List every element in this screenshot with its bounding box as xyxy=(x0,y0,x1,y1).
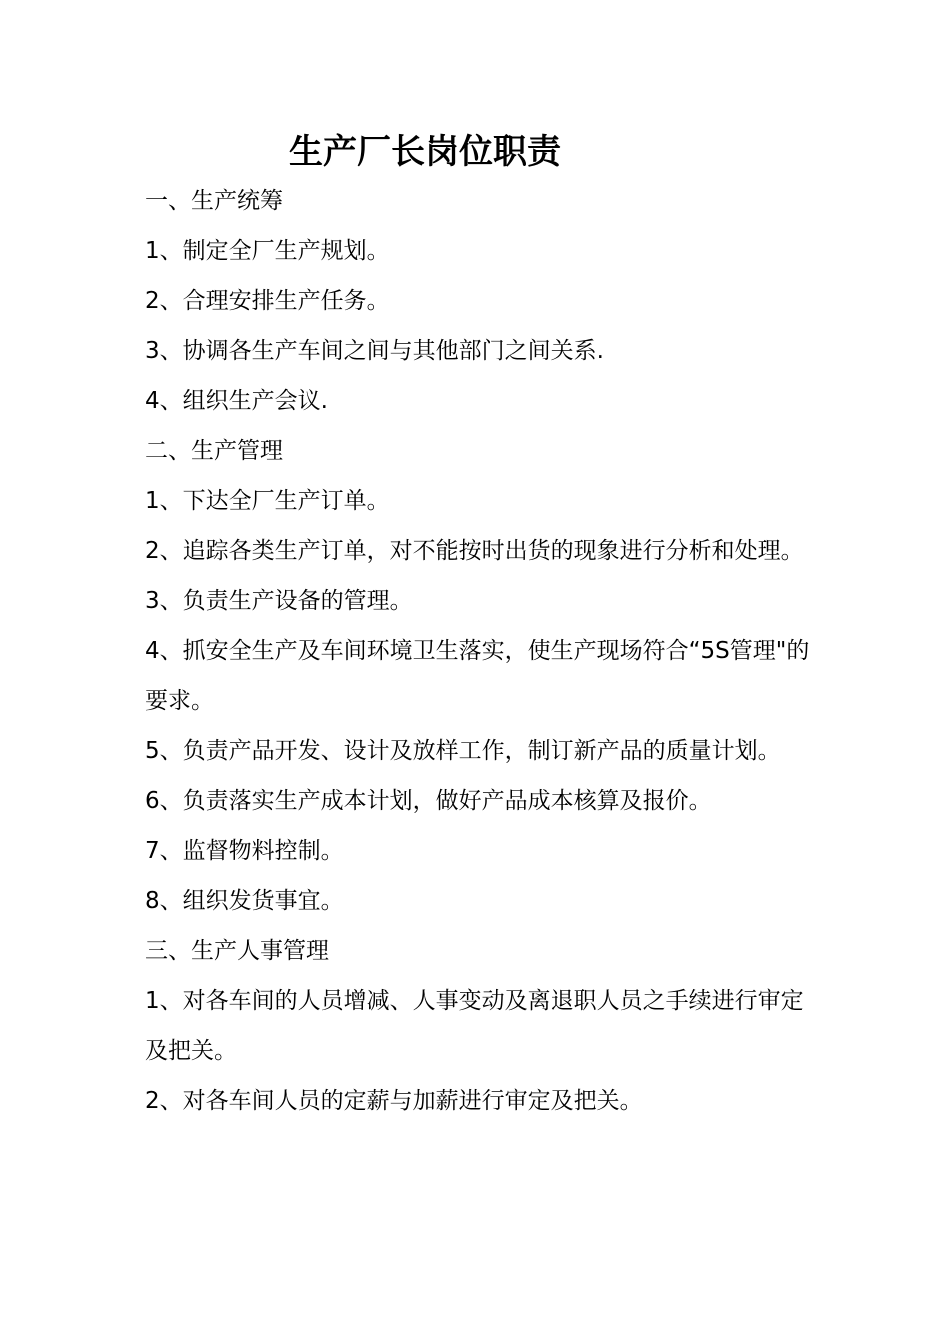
list-item: 8、组织发货事宜。 xyxy=(145,888,344,914)
section-heading-production-personnel: 三、生产人事管理 xyxy=(145,938,329,964)
list-item: 4、抓安全生产及车间环境卫生落实，使生产现场符合“5S管理"的要求。 xyxy=(145,638,810,714)
list-item: 1、对各车间的人员增减、人事变动及离退职人员之手续进行审定及把关。 xyxy=(145,988,804,1064)
list-item: 1、制定全厂生产规划。 xyxy=(145,238,390,264)
list-item: 4、组织生产会议. xyxy=(145,388,328,414)
section-heading-production-management: 二、生产管理 xyxy=(145,438,283,464)
page-title: 生产厂长岗位职责 xyxy=(289,132,561,172)
list-item: 6、负责落实生产成本计划，做好产品成本核算及报价。 xyxy=(145,788,712,814)
list-item: 2、对各车间人员的定薪与加薪进行审定及把关。 xyxy=(145,1088,643,1114)
list-item: 3、负责生产设备的管理。 xyxy=(145,588,413,614)
list-item: 7、监督物料控制。 xyxy=(145,838,344,864)
list-item: 2、追踪各类生产订单，对不能按时出货的现象进行分析和处理。 xyxy=(145,538,804,564)
list-item: 2、合理安排生产任务。 xyxy=(145,288,390,314)
document-body xyxy=(145,176,811,1126)
section-heading-production-planning: 一、生产统筹 xyxy=(145,188,283,214)
list-item: 5、负责产品开发、设计及放样工作，制订新产品的质量计划。 xyxy=(145,738,781,764)
list-item: 1、下达全厂生产订单。 xyxy=(145,488,390,514)
list-item: 3、协调各生产车间之间与其他部门之间关系. xyxy=(145,338,604,364)
